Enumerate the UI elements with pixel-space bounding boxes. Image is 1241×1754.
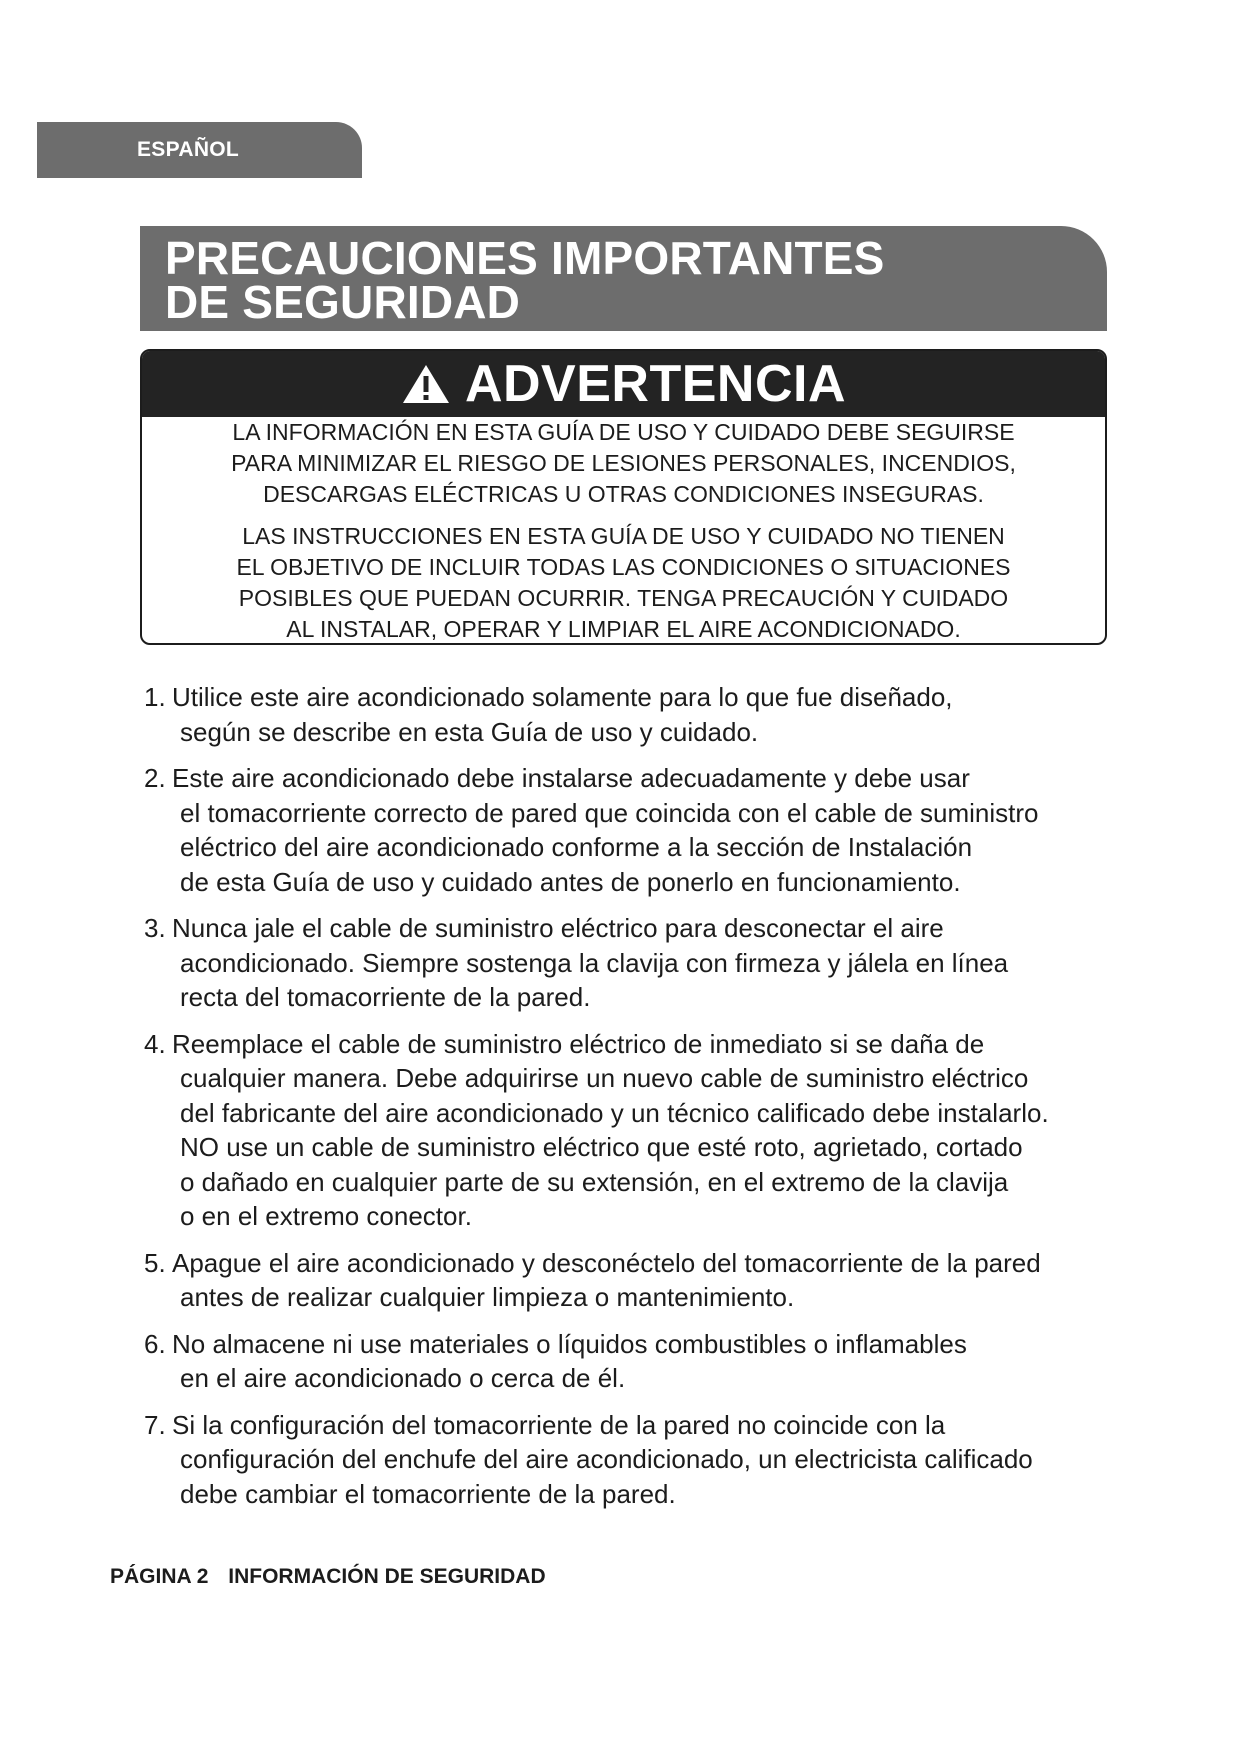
warning-box	[140, 349, 1107, 645]
warning-line: AL INSTALAR, OPERAR Y LIMPIAR EL AIRE ACONDICIONADO.	[286, 616, 961, 642]
page-footer	[110, 1565, 546, 1589]
item-number: 1.	[144, 682, 166, 712]
warning-line: EL OBJETIVO DE INCLUIR TODAS LAS CONDICIONES O SITUACIONES	[236, 554, 1011, 580]
item-line: NO use un cable de suministro eléctrico que esté roto, agrietado, cortado	[180, 1132, 1023, 1162]
item-line: Nunca jale el cable de suministro eléctrico para desconectar el aire	[172, 913, 944, 943]
item-line: Este aire acondicionado debe instalarse adecuadamente y debe usar	[172, 763, 970, 793]
warning-line: LA INFORMACIÓN EN ESTA GUÍA DE USO Y CUIDADO DEBE SEGUIRSE	[232, 419, 1015, 445]
page-title-line-1: PRECAUCIONES IMPORTANTES	[165, 232, 885, 284]
warning-line: PARA MINIMIZAR EL RIESGO DE LESIONES PERSONALES, INCENDIOS,	[231, 450, 1016, 476]
item-line: acondicionado. Siempre sostenga la clavija con firmeza y jálela en línea	[180, 947, 1009, 978]
item-number: 3.	[144, 913, 166, 943]
warning-line: DESCARGAS ELÉCTRICAS U OTRAS CONDICIONES INSEGURAS.	[263, 481, 984, 507]
item-line: recta del tomacorriente de la pared.	[180, 982, 591, 1012]
list-item	[142, 761, 1122, 899]
item-line: según se describe en esta Guía de uso y cuidado.	[180, 716, 759, 747]
list-item	[142, 1327, 1122, 1396]
list-item	[142, 680, 1122, 749]
item-line: Si la configuración del tomacorriente de la pared no coincide con la	[172, 1409, 946, 1440]
item-number: 4.	[144, 1028, 166, 1059]
item-number: 6.	[144, 1328, 166, 1359]
item-line: Utilice este aire acondicionado solamente para lo que fue diseñado,	[172, 682, 953, 712]
item-line: eléctrico del aire acondicionado conforme a la sección de Instalación	[180, 832, 973, 862]
item-number: 5.	[144, 1247, 166, 1278]
warning-heading: ADVERTENCIA	[464, 355, 847, 413]
item-text	[172, 1246, 1122, 1315]
item-line: Apague el aire acondicionado y desconéctelo del tomacorriente de la pared	[172, 1247, 1041, 1278]
item-text	[172, 761, 1122, 899]
warning-line: LAS INSTRUCCIONES EN ESTA GUÍA DE USO Y CUIDADO NO TIENEN	[242, 523, 1005, 549]
item-number: 7.	[144, 1409, 166, 1440]
page-title-line-2: DE SEGURIDAD	[165, 276, 521, 328]
item-line: el tomacorriente correcto de pared que coincida con el cable de suministro	[180, 797, 1039, 828]
item-text	[172, 911, 1122, 1015]
item-line: en el aire acondicionado o cerca de él.	[180, 1363, 626, 1393]
list-item	[142, 911, 1122, 1015]
item-line: antes de realizar cualquier limpieza o mantenimiento.	[180, 1282, 795, 1312]
language-label: ESPAÑOL	[137, 138, 240, 161]
section-title-bar	[140, 226, 1107, 331]
item-line: No almacene ni use materiales o líquidos combustibles o inflamables	[172, 1328, 967, 1359]
language-tab	[37, 122, 362, 178]
footer-section-title: INFORMACIÓN DE SEGURIDAD	[228, 1565, 546, 1588]
warning-line: POSIBLES QUE PUEDAN OCURRIR. TENGA PRECAUCIÓN Y CUIDADO	[238, 585, 1009, 611]
item-line: cualquier manera. Debe adquirirse un nuevo cable de suministro eléctrico	[180, 1063, 1029, 1093]
item-line: de esta Guía de uso y cuidado antes de ponerlo en funcionamiento.	[180, 866, 961, 897]
item-text	[172, 1027, 1122, 1234]
list-item	[142, 1408, 1122, 1512]
item-line: configuración del enchufe del aire acondicionado, un electricista calificado	[180, 1444, 1033, 1474]
item-text	[172, 1408, 1122, 1512]
list-item	[142, 1246, 1122, 1315]
list-item	[142, 1027, 1122, 1234]
item-line: del fabricante del aire acondicionado y un técnico calificado debe instalarlo.	[180, 1097, 1049, 1128]
warning-triangle-icon	[401, 363, 451, 405]
item-line: o en el extremo conector.	[180, 1201, 472, 1231]
warning-paragraph-2	[142, 521, 1105, 645]
item-line: Reemplace el cable de suministro eléctrico de inmediato si se daña de	[172, 1028, 985, 1059]
item-line: debe cambiar el tomacorriente de la pared.	[180, 1478, 676, 1509]
item-line: o dañado en cualquier parte de su extensión, en el extremo de la clavija	[180, 1166, 1009, 1197]
warning-header	[142, 351, 1105, 417]
item-text	[172, 1327, 1122, 1396]
safety-instructions-list	[142, 680, 1122, 1523]
page-number: PÁGINA 2	[110, 1565, 209, 1588]
item-text	[172, 680, 1122, 749]
item-number: 2.	[144, 763, 166, 793]
warning-paragraph-1	[142, 417, 1105, 510]
